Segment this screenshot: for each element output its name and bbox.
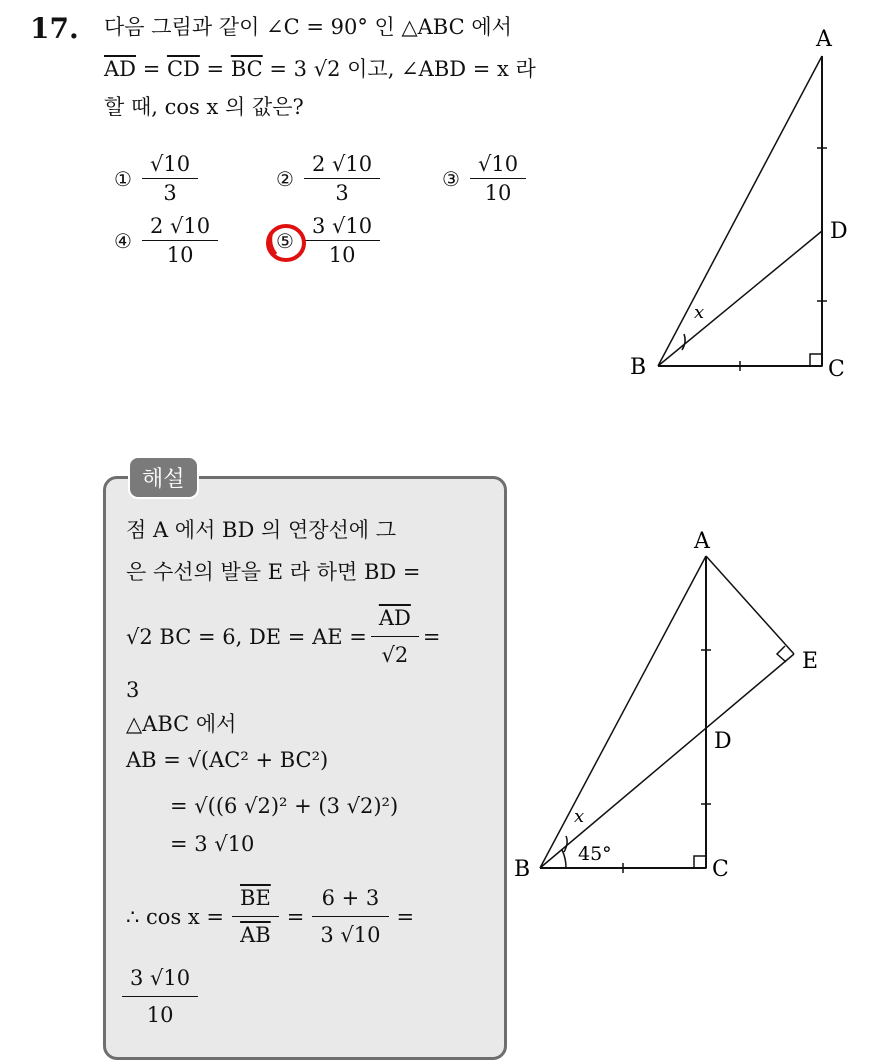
question-number: 17. xyxy=(30,12,79,45)
option-fraction: $\frac{√10}{10}$ xyxy=(474,152,522,205)
question-line-2: $\overline{AD} = \overline{CD} = \overline{BC} = 3$ √2 이고, ∠ABD = x 라 xyxy=(104,57,536,81)
option-fraction: $\frac{3 √10}{10}$ xyxy=(308,214,376,267)
solution-line-2: 은 수선의 발을 E 라 하면 BD = xyxy=(126,560,421,584)
question-line-2-value: = 3 √2 이고, ∠ABD = x 라 xyxy=(269,57,536,81)
figure2-label-c: C xyxy=(712,857,729,882)
solution-line-3: √2 BC = 6, DE = AE = $\frac{\overline{AD}}{√2}$ = xyxy=(126,602,440,671)
option-marker: ⑤ xyxy=(276,228,294,253)
figure1-label-b: B xyxy=(630,355,647,380)
figure-1-triangle xyxy=(620,20,860,390)
figure2-angle-45: 45° xyxy=(578,843,612,865)
final-answer-fraction: $\frac{3 √10}{10}$ xyxy=(126,962,194,1031)
figure1-label-c: C xyxy=(828,357,845,382)
option-3[interactable] xyxy=(438,152,522,205)
solution-line-1: 점 A 에서 BD 의 연장선에 그 xyxy=(126,518,397,542)
option-fraction: $\frac{√10}{3}$ xyxy=(146,152,194,205)
segment-ad: $\overline{AD}$ xyxy=(104,57,137,81)
nine-over-3root10: $\frac{6 + 3}{3 √10}$ xyxy=(316,882,384,951)
answer-circle-icon xyxy=(262,220,312,266)
option-marker: ③ xyxy=(442,166,460,191)
option-fraction: $\frac{2 √10}{10}$ xyxy=(146,214,214,267)
option-marker: ② xyxy=(276,166,294,191)
question-line-3: 할 때, cos x 의 값은? xyxy=(104,95,304,119)
option-1[interactable] xyxy=(110,152,194,205)
solution-line-5: △ABC 에서 xyxy=(126,712,237,736)
figure2-label-b: B xyxy=(514,857,531,882)
option-2[interactable] xyxy=(272,152,376,205)
option-fraction: $\frac{2 √10}{3}$ xyxy=(308,152,376,205)
solution-tag: 해설 xyxy=(128,456,199,499)
solution-line-7: = √((6 √2)² + (3 √2)²) xyxy=(170,794,399,818)
solution-line-10 xyxy=(126,962,194,1031)
solution-line-9: ∴ cos x = $\frac{\overline{BE}}{AB}$ = $\frac{6 + 3}{3 √10}$ = xyxy=(126,882,414,951)
figure2-label-d: D xyxy=(714,729,732,754)
option-marker: ④ xyxy=(114,228,132,253)
ad-over-root2: $\frac{\overline{AD}}{√2}$ xyxy=(375,602,415,671)
figure2-label-e: E xyxy=(802,649,819,674)
figure2-angle-x: x xyxy=(574,806,585,827)
figure1-label-a: A xyxy=(816,27,832,52)
solution-line-6: AB = √(AC² + BC²) xyxy=(126,748,329,772)
question-line-1: 다음 그림과 같이 ∠C = 90° 인 △ABC 에서 xyxy=(104,15,512,39)
segment-cd: $\overline{CD}$ xyxy=(166,57,200,81)
solution-line-4: 3 xyxy=(126,678,140,702)
figure1-label-d: D xyxy=(830,219,848,244)
figure-2-triangle xyxy=(510,520,830,890)
figure1-angle-x: x xyxy=(694,302,705,323)
option-4[interactable] xyxy=(110,214,214,267)
option-marker: ① xyxy=(114,166,132,191)
figure2-label-a: A xyxy=(694,529,710,554)
be-over-ab: $\frac{\overline{BE}}{AB}$ xyxy=(236,882,275,951)
solution-line-8: = 3 √10 xyxy=(170,832,255,856)
segment-bc: $\overline{BC}$ xyxy=(230,57,263,81)
